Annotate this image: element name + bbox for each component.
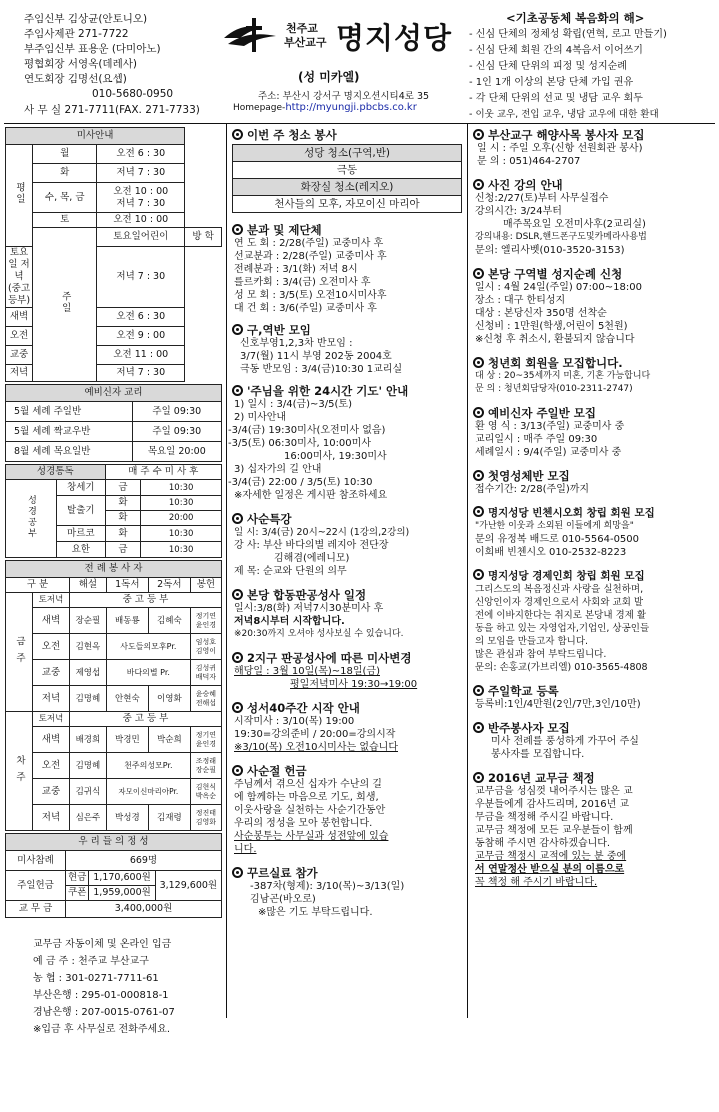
server-name: 이영화 <box>148 686 190 712</box>
section-body <box>232 715 462 754</box>
section-heading: 꾸르실료 참가 <box>232 866 462 880</box>
server-name: 박성경 <box>106 805 148 831</box>
mass-time: 오전 11 : 00 <box>97 346 185 365</box>
server-name: 임성호 김영이 <box>190 634 221 660</box>
catechumen-table <box>5 384 222 462</box>
section-body <box>473 420 715 459</box>
text-line: 시작미사 : 3/10(목) 19:00 <box>234 716 355 727</box>
server-slot: 교중 <box>33 660 70 686</box>
section-body <box>473 483 715 496</box>
text-line: 환 영 식 : 3/13(주일) 교중미사 중 <box>475 421 625 432</box>
class-time: 주일 09:30 <box>132 402 221 422</box>
section-heading: 명지성당 경제인회 창립 회원 모집 <box>473 569 715 583</box>
cleaning-table <box>232 144 462 213</box>
server-slot: 교중 <box>33 779 70 805</box>
cleaning-row: 성당 청소(구역,반) <box>233 145 462 162</box>
bank-line: 교무금 자동이체 및 온라인 입금 <box>33 939 172 950</box>
text-line: 대 상 : 20~35세까지 미혼, 기혼 가능합니다 <box>475 371 651 381</box>
bullet-icon <box>473 569 484 580</box>
bible-side: 성경공부 <box>6 480 57 558</box>
cash-label: 현금 <box>66 871 89 886</box>
class-time: 목요일 20:00 <box>132 442 221 462</box>
server-name: 배경희 <box>69 727 106 753</box>
mass-time: 저녁 7 : 30 <box>97 247 185 308</box>
text-line: 성 모 회 : 3/5(토) 오전10시미사후 <box>234 290 387 301</box>
bible-day: 화 <box>105 496 141 511</box>
goal-item: - 1인 1개 이상의 본당 단체 가입 권유 <box>469 77 634 88</box>
goal-list <box>469 27 719 123</box>
rectory: 주임사제관 271-7722 <box>24 28 129 40</box>
text-line: 16:00미사, 19:30미사 <box>284 451 387 462</box>
address: 주소: 부산시 강서구 명지오션시티4로 35 <box>258 91 430 102</box>
coupon-label: 쿠폰 <box>66 886 89 901</box>
logo <box>222 12 472 60</box>
bible-subtitle: 매 주 수 미 사 후 <box>105 465 221 480</box>
right-column <box>473 128 715 889</box>
bullet-icon <box>473 506 484 517</box>
text-line: 19:30=강의준비 / 20:00=강의시작 <box>234 729 396 740</box>
text-line: 문 의 : 051)464-2707 <box>477 156 581 167</box>
class-time: 주일 09:30 <box>132 422 221 442</box>
text-line: ※자세한 일정은 게시판 참조하세요 <box>234 490 388 501</box>
text-line: 교무금을 성심껏 내어주시는 많은 교 <box>475 786 633 797</box>
text-line: 전에 이바지한다는 취지로 본당내 경제 활 <box>475 610 647 621</box>
text-line: 서 연말정산 받으실 분의 이름으로 <box>475 864 625 875</box>
text-line: 신청:2/27(토)부터 사무실접수 <box>475 193 609 204</box>
servers-head: 봉헌 <box>190 578 221 593</box>
text-line: 일시 : 4월 24일(주일) 07:00~18:00 <box>475 282 642 293</box>
bullet-icon <box>232 867 243 878</box>
server-name: 김현식 박옥순 <box>190 779 221 805</box>
section-heading: 본당 구역별 성지순례 신청 <box>473 267 715 281</box>
server-slot: 오전 <box>33 753 70 779</box>
text-line: -3/4(금) 22:00 / 3/5(토) 10:30 <box>228 477 373 488</box>
section-heading: 성서40주간 시작 안내 <box>232 701 462 715</box>
section-heading: 사진 강의 안내 <box>473 178 715 192</box>
mass-day: 토요일 저녁 (중고등부) <box>6 247 33 308</box>
server-group: 중 고 등 부 <box>69 712 221 727</box>
server-name: 천주의성모Pr. <box>106 753 190 779</box>
goal-item: - 신심 단체의 정체성 확립(연혁, 로고 만들기) <box>469 29 667 40</box>
homepage-label: Homepage- <box>233 103 286 113</box>
bank-line: 농 협 : 301-0271-7711-61 <box>33 973 159 984</box>
goal-item: - 각 단체 단위의 선교 및 냉담 교우 회두 <box>469 93 643 104</box>
text-line: -387차(형제): 3/10(목)~3/13(일) <box>250 881 405 892</box>
divider <box>4 123 715 124</box>
section-heading: 분과 및 제단체 <box>232 223 462 237</box>
text-line: 무금을 책정해 주시길 바랍니다. <box>475 812 614 823</box>
text-line: 매주목요일 오전미사후(2교리실) <box>503 219 646 230</box>
section-heading: 주일학교 등록 <box>473 684 715 698</box>
bullet-icon <box>232 513 243 524</box>
text-line: 전례분과 : 3/1(화) 저녁 8시 <box>234 264 358 275</box>
cleaning-row: 극동 <box>233 162 462 179</box>
class-name: 5월 세례 주일반 <box>6 402 133 422</box>
class-name: 5월 세례 짝교우반 <box>6 422 133 442</box>
server-name: 김명혜 <box>69 686 106 712</box>
pastor: 주임신부 김상균(안토니오) <box>24 13 148 25</box>
section-body <box>232 778 462 856</box>
cleaning-row: 천사들의 모후, 자모이신 마리아 <box>233 196 462 213</box>
bible-table <box>5 464 222 558</box>
bullet-icon <box>473 357 484 368</box>
bank-line: 부산은행 : 295-01-000818-1 <box>33 990 169 1001</box>
text-line: 교리일시 : 매주 주일 09:30 <box>475 434 598 445</box>
memorial-president: 연도회장 김명선(요셉) <box>24 73 127 85</box>
goal-item: - 이웃 교우, 전입 교우, 냉담 교우에 대한 환대 <box>469 109 659 120</box>
bullet-icon <box>232 652 243 663</box>
middle-column <box>228 128 462 919</box>
sunday-label: 주일 <box>33 228 97 382</box>
dues-value: 3,400,000원 <box>66 901 222 918</box>
bank-line: 예 금 주 : 천주교 부산교구 <box>33 956 149 967</box>
section-heading: 구,역반 모임 <box>232 323 462 337</box>
bullet-icon <box>473 407 484 418</box>
offering-title: 우 리 들 의 정 성 <box>6 834 222 851</box>
text-line: 이웃사랑을 실천하는 사순기간동안 <box>234 805 386 816</box>
servers-head: 구 분 <box>6 578 70 593</box>
text-line: 신호부영1,2,3차 반모임 : <box>240 338 353 349</box>
mass-day: 수, 목, 금 <box>33 183 97 213</box>
text-line: "가난한 이웃과 소외된 이들에게 희망을" <box>475 521 634 531</box>
server-name: 배동룡 <box>106 608 148 634</box>
bullet-icon <box>232 224 243 235</box>
logo-title: 명지성당 <box>336 21 453 55</box>
mass-day: 오전 <box>6 327 33 346</box>
cash-value: 1,170,600원 <box>89 871 155 886</box>
text-line: -3/4(금) 19:30미사(오전미사 없음) <box>228 425 386 436</box>
section-body <box>228 398 462 502</box>
text-line: 이희배 빈첸시오 010-2532-8223 <box>475 547 627 558</box>
bullet-icon <box>232 324 243 335</box>
text-line: 강의내용: DSLR,핸드폰구도및카메라사용법 <box>475 232 647 242</box>
bank-line: 경남은행 : 207-0015-0761-07 <box>33 1007 175 1018</box>
bible-time: 10:30 <box>141 496 222 511</box>
server-slot: 새벽 <box>33 608 70 634</box>
mass-time: 오전 9 : 00 <box>97 327 185 346</box>
header-left <box>24 12 214 118</box>
divider <box>226 123 227 1018</box>
text-line: 문의: 엘리사벳(010-3520-3153) <box>475 245 625 256</box>
server-name: 김성귀 배덕자 <box>190 660 221 686</box>
server-name: 박경민 <box>106 727 148 753</box>
section-body <box>473 281 715 346</box>
office-phone: 사 무 실 271-7711(FAX. 271-7733) <box>24 104 200 116</box>
bible-book: 창세기 <box>57 480 106 496</box>
text-line: 문의: 손홍교(가브리엘) 010-3565-4808 <box>475 662 648 673</box>
mass-time: 방 학 <box>185 228 222 247</box>
server-name: 제영섭 <box>69 660 106 686</box>
text-line: 문의 유정복 배드로 010-5564-0500 <box>475 534 640 545</box>
text-line: -3/5(토) 06:30미사, 10:00미사 <box>228 438 371 449</box>
bible-day: 금 <box>105 480 141 496</box>
section-body <box>473 192 715 257</box>
server-name: 안현숙 <box>106 686 148 712</box>
offering-label: 미사참례 <box>6 851 66 871</box>
mass-time: 저녁 7 : 30 <box>97 164 185 183</box>
mass-day: 토 <box>33 213 97 228</box>
section-body <box>232 880 462 919</box>
council-president: 평협회장 서영옥(데레사) <box>24 58 137 70</box>
text-line: 해당일 : 3월 10일(목)~18일(금) <box>234 666 380 677</box>
section-heading: 사순특강 <box>232 512 462 526</box>
text-line: 를르카회 : 3/4(금) 오전미사 후 <box>234 277 371 288</box>
section-body <box>473 142 715 168</box>
divider <box>467 123 468 1018</box>
section-heading: 본당 합동판공성사 일정 <box>232 588 462 602</box>
text-line: ※3/10(목) 오전10시미사는 없습니다 <box>234 742 398 753</box>
bank-info <box>5 936 222 1038</box>
text-line: 선교분과 : 2/28(주일) 교중미사 후 <box>234 251 387 262</box>
memorial-phone: 010-5680-0950 <box>92 88 174 100</box>
cleaning-row: 화장실 청소(레지오) <box>233 179 462 196</box>
cleaning-heading: 이번 주 청소 봉사 <box>232 128 462 142</box>
server-name: 김현옥 <box>69 634 106 660</box>
text-line: 3) 십자가의 길 안내 <box>234 464 322 475</box>
bible-day: 화 <box>105 511 141 526</box>
servers-head: 1독서 <box>106 578 148 593</box>
text-line: 봉사자를 모집합니다. <box>491 749 585 760</box>
server-name: 박순희 <box>148 727 190 753</box>
server-name: 정진태 김영화 <box>190 805 221 831</box>
server-name: 장순필 <box>69 608 106 634</box>
section-body <box>473 698 715 711</box>
text-line: 에 함께하는 마음으로 기도, 희생, <box>234 792 379 803</box>
text-line: 대 건 회 : 3/6(주일) 교중미사 후 <box>234 303 377 314</box>
text-line: 세례일시 : 9/4(주일) 교중미사 중 <box>475 447 622 458</box>
text-line: 접수기간: 2/28(주일)까지 <box>475 484 590 495</box>
text-line: 강의시간: 3/24부터 <box>475 206 562 217</box>
class-name: 8월 세례 목요일반 <box>6 442 133 462</box>
bible-book: 요한 <box>57 542 106 558</box>
section-body <box>473 785 715 889</box>
bullet-icon <box>473 772 484 783</box>
catechumen-title: 예비신자 교리 <box>6 385 222 402</box>
section-heading: 부산교구 해양사목 봉사자 모집 <box>473 128 715 142</box>
text-line: 1) 일시 : 3/4(금)~3/5(토) <box>234 399 352 410</box>
bullet-icon <box>473 268 484 279</box>
bible-book: 탈출기 <box>57 496 106 526</box>
mass-day: 저녁 <box>6 365 33 382</box>
server-name: 정기연 윤인경 <box>190 727 221 753</box>
offering-label: 교 무 금 <box>6 901 66 918</box>
offering-label: 주일헌금 <box>6 871 66 901</box>
text-line: ※신청 후 취소시, 환불되지 않습니다 <box>475 334 635 345</box>
text-line: ※많은 기도 부탁드립니다. <box>258 907 373 918</box>
server-slot: 저녁 <box>33 805 70 831</box>
next-week-label: 차 주 <box>6 712 33 831</box>
section-body <box>232 337 462 376</box>
left-column <box>5 127 222 1038</box>
bible-day: 금 <box>105 542 141 558</box>
mass-title: 미사안내 <box>6 128 185 145</box>
homepage <box>233 102 417 113</box>
homepage-link[interactable]: http://myungji.pbcbs.co.kr <box>285 102 417 113</box>
mass-time: 오전 10 : 00 저녁 7 : 30 <box>97 183 185 213</box>
text-line: 꼭 책정 해 주시기 바랍니다. <box>475 877 598 888</box>
server-name: 자모이신마리아Pr. <box>106 779 190 805</box>
section-heading: 첫영성체반 모집 <box>473 469 715 483</box>
section-body <box>473 520 715 559</box>
text-line: 신청비 : 1만원(학생,어린이 5천원) <box>475 321 628 332</box>
text-line: 문 의 : 청년회담당자(010-2311-2747) <box>475 384 633 394</box>
bible-time: 10:30 <box>141 480 222 496</box>
text-line: 교무금 책정시 교적에 있는 분 중에 <box>475 851 627 862</box>
bullet-icon <box>473 685 484 696</box>
section-body <box>232 602 462 641</box>
server-name: 정기연 윤인경 <box>190 608 221 634</box>
text-line: 교무금 책정에 모든 교우분들이 함께 <box>475 825 633 836</box>
assistant-pastor: 부주임신부 표용운 (다미아노) <box>24 43 161 55</box>
server-slot: 저녁 <box>33 686 70 712</box>
patron: (성 미카엘) <box>298 70 360 84</box>
server-name: 김재령 <box>148 805 190 831</box>
logo-small-2: 부산교구 <box>284 36 327 49</box>
text-line: 니다. <box>234 844 257 855</box>
mass-time: 오전 6 : 30 <box>97 145 185 164</box>
text-line: 동을 하고 있는 자영업자,기업인, 상공인들 <box>475 623 650 634</box>
goal-title: <기초공동체 복음화의 해> <box>506 11 645 25</box>
text-line: 그리스도의 복음정신과 사랑을 실천하며, <box>475 584 644 595</box>
coupon-value: 1,959,000원 <box>89 886 155 901</box>
text-line: 2) 미사안내 <box>234 412 287 423</box>
section-heading: 청년회 회원을 모집합니다. <box>473 356 715 370</box>
bullet-icon <box>232 385 243 396</box>
server-slot: 새벽 <box>33 727 70 753</box>
bullet-icon <box>232 129 243 140</box>
text-line: 3/7(월) 11시 부영 202동 2004호 <box>240 351 392 362</box>
text-line: 신앙인이자 경제인으로서 사회와 교회 발 <box>475 597 644 608</box>
text-line: 동참해 주시면 감사하겠습니다. <box>475 838 611 849</box>
text-line: 우리의 정성을 모아 봉헌합니다. <box>234 818 373 829</box>
text-line: 평일저녁미사 19:30→19:00 <box>290 679 418 690</box>
servers-title: 전 례 봉 사 자 <box>6 561 222 578</box>
goal-item: - 신심 단체 회원 간의 4복음서 이어쓰기 <box>469 45 643 56</box>
server-name: 바다의별 Pr. <box>106 660 190 686</box>
text-line: 일 시 : 주일 오후(신항 선원회관 봉사) <box>477 143 643 154</box>
text-line: 저녁8시부터 시작합니다. <box>234 616 345 627</box>
bullet-icon <box>473 470 484 481</box>
mass-day: 월 <box>33 145 97 164</box>
text-line: 김남곤(바오로) <box>250 894 316 905</box>
weekday-label: 평일 <box>6 145 33 247</box>
bible-time: 10:30 <box>141 542 222 558</box>
mass-time: 오전 10 : 00 <box>97 213 185 228</box>
church-logo-icon <box>222 16 280 54</box>
text-line: 주님께서 겪으신 십자가 수난의 길 <box>234 779 382 790</box>
bible-title: 성경통독 <box>6 465 106 480</box>
section-body <box>473 370 715 396</box>
bullet-icon <box>232 765 243 776</box>
mass-day: 화 <box>33 164 97 183</box>
text-line: 일 시: 3/4(금) 20시~22시 (1강의,2강의) <box>234 527 410 538</box>
server-name: 사도들의모후Pr. <box>106 634 190 660</box>
text-line: 강 사: 부산 바다의별 레지아 전단장 <box>234 540 389 551</box>
mass-time: 저녁 7 : 30 <box>97 365 185 382</box>
text-line: 대상 : 본당신자 350명 선착순 <box>475 308 607 319</box>
bank-line: ※입금 후 사무실로 전화주세요. <box>33 1024 171 1035</box>
bullet-icon <box>473 179 484 190</box>
text-line: 많은 관심과 참여 부탁드립니다. <box>475 649 607 660</box>
servers-head: 해설 <box>69 578 106 593</box>
text-line: 의 모임을 만들고자 합니다. <box>475 636 589 647</box>
text-line: 김해겸(에레니모) <box>274 553 350 564</box>
bible-time: 10:30 <box>141 526 222 542</box>
section-heading: 2016년 교무금 책정 <box>473 771 715 785</box>
section-heading: 2지구 판공성사에 따른 미사변경 <box>232 651 462 665</box>
server-group: 중 고 등 부 <box>69 593 221 608</box>
mass-day: 토요일어린이 <box>97 228 185 247</box>
bible-time: 20:00 <box>141 511 222 526</box>
servers-head: 2독서 <box>148 578 190 593</box>
mass-time: 오전 6 : 30 <box>97 308 185 327</box>
text-line: 연 도 회 : 2/28(주일) 교중미사 후 <box>234 238 384 249</box>
server-name: 심은주 <box>69 805 106 831</box>
server-name: 윤승혜 전해섭 <box>190 686 221 712</box>
bullet-icon <box>473 722 484 733</box>
text-line: 사순봉투는 사무실과 성전앞에 있습 <box>234 831 389 842</box>
section-body <box>232 237 462 315</box>
section-body <box>232 665 462 691</box>
mass-table <box>5 127 222 382</box>
bullet-icon <box>232 702 243 713</box>
bible-day: 화 <box>105 526 141 542</box>
server-slot: 토저녁 <box>33 712 70 727</box>
text-line: 극동 반모임 : 3/4(금)10:30 1교리실 <box>240 364 403 375</box>
mass-day: 새벽 <box>6 308 33 327</box>
section-heading: 예비신자 주일반 모집 <box>473 406 715 420</box>
offering-table <box>5 833 222 918</box>
section-body <box>232 526 462 578</box>
servers-table <box>5 560 222 831</box>
server-name: 김혜숙 <box>148 608 190 634</box>
server-slot: 오전 <box>33 634 70 660</box>
section-heading: 반주봉사자 모집 <box>473 721 715 735</box>
server-name: 김귀식 <box>69 779 106 805</box>
text-line: 일시:3/8(화) 저녁7시30분미사 후 <box>234 603 384 614</box>
text-line: ※20:30까지 오셔야 성사보실 수 있습니다. <box>234 629 404 639</box>
text-line: 우분들에게 감사드리며, 2016년 교 <box>475 799 630 810</box>
server-slot: 토저녁 <box>33 593 70 608</box>
section-body <box>473 583 715 674</box>
this-week-label: 금 주 <box>6 593 33 712</box>
bullet-icon <box>473 129 484 140</box>
text-line: 제 목: 순교와 단원의 의무 <box>234 566 347 577</box>
goal-item: - 신심 단체 단위의 피정 및 성지순례 <box>469 61 627 72</box>
text-line: 장소 : 대구 한티성지 <box>475 295 566 306</box>
bullet-icon <box>232 589 243 600</box>
offering-total: 3,129,600원 <box>155 871 221 901</box>
section-heading: 사순절 헌금 <box>232 764 462 778</box>
text-line: 미사 전례를 풍성하게 가꾸어 주실 <box>491 736 639 747</box>
attendance-value: 669명 <box>66 851 222 871</box>
mass-day: 교중 <box>6 346 33 365</box>
server-name: 조정래 장순필 <box>190 753 221 779</box>
bible-book: 마르코 <box>57 526 106 542</box>
section-heading: '주님을 위한 24시간 기도' 안내 <box>232 384 462 398</box>
server-name: 김명혜 <box>69 753 106 779</box>
section-heading: 명지성당 빈첸시오회 창립 회원 모집 <box>473 506 715 520</box>
text-line: 등록비:1인/4만원(2인/7만,3인/10만) <box>475 699 641 710</box>
section-body <box>473 735 715 761</box>
logo-small-1: 천주교 <box>286 22 318 35</box>
